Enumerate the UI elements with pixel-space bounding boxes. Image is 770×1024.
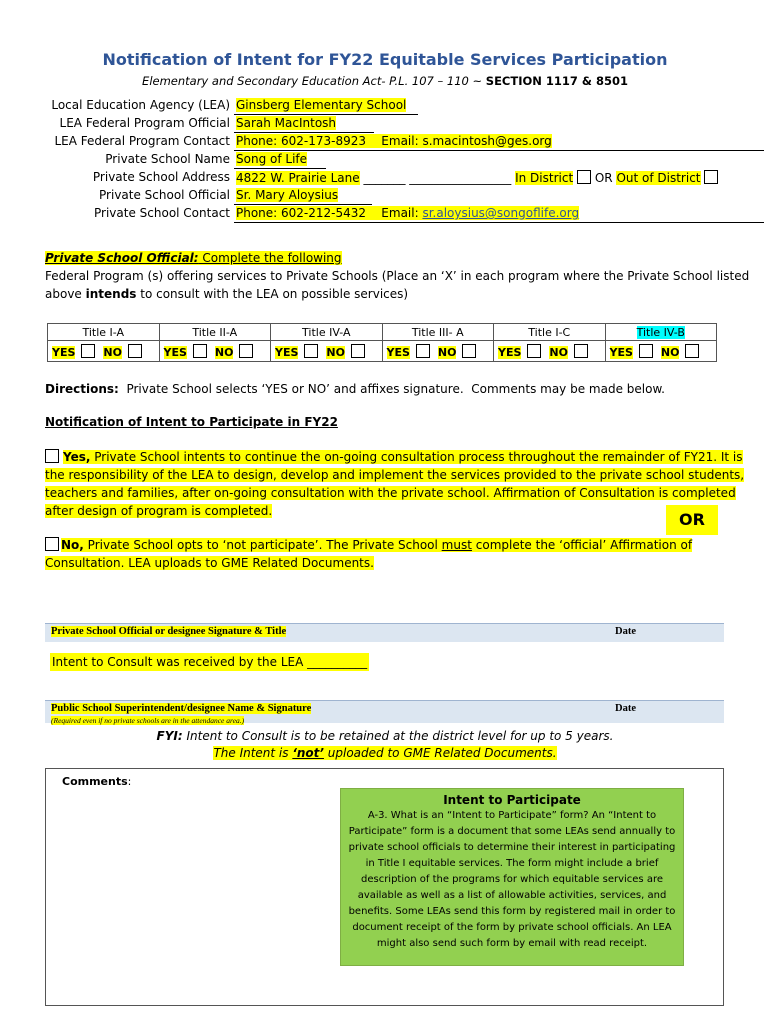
directions — [45, 382, 665, 396]
program-header: Title II-A — [159, 324, 271, 341]
fyi-line-2 — [0, 746, 770, 760]
no-bold: No, — [61, 538, 84, 552]
yes-checkbox[interactable] — [639, 344, 653, 358]
subtitle-act: Elementary and Secondary Education Act- P.L. 107 – 110 ~ — [142, 74, 486, 88]
instructions-line-2 — [45, 287, 408, 301]
public-date-label: Date — [615, 703, 636, 714]
program-header: Title IV-A — [271, 324, 383, 341]
program-header: Title I-C — [494, 324, 606, 341]
intent-info-line: available as well as a list of allowable activities, services, and — [357, 890, 667, 901]
instructions-heading-bold: Private School Official: — [45, 251, 199, 265]
private-date-label: Date — [615, 626, 636, 637]
ps-address-blank: _______ _________________ — [363, 171, 512, 185]
private-signature-label: Private School Official or designee Signature & Title — [51, 626, 287, 637]
no-label: NO — [660, 345, 680, 359]
no-paragraph — [45, 536, 715, 572]
no-checkbox[interactable] — [685, 344, 699, 358]
lea-contact-label: LEA Federal Program Contact — [54, 134, 230, 148]
no-label: NO — [103, 345, 122, 359]
comments-label-wrap — [62, 775, 131, 788]
ps-address-row — [40, 170, 740, 188]
lea-label: Local Education Agency (LEA) — [51, 98, 230, 112]
form-subtitle — [0, 74, 770, 88]
public-signature-label: Public School Superintendent/designee Name & Signature — [51, 703, 312, 714]
yes-paragraph — [45, 448, 745, 520]
no-text-2: Consultation. LEA uploads to GME Related Documents. — [45, 556, 374, 570]
no-checkbox[interactable] — [128, 344, 142, 358]
ps-official-value[interactable]: Sr. Mary Aloysius — [236, 188, 339, 202]
program-header-title-iv-b — [605, 324, 717, 341]
instructions-heading — [45, 251, 342, 265]
program-header: Title III- A — [382, 324, 494, 341]
ps-address-group — [236, 170, 718, 185]
intent-received-text: Intent to Consult was received by the LEA — [52, 655, 304, 669]
yes-checkbox[interactable] — [527, 344, 541, 358]
intent-received-blank[interactable]: __________ — [307, 655, 368, 669]
fyi-text-1: Intent to Consult is to be retained at the district level for up to 5 years. — [182, 729, 614, 743]
intent-received-line — [50, 655, 369, 669]
no-must: must — [441, 538, 472, 552]
yes-label: YES — [609, 345, 633, 359]
instructions-line-1: Federal Program (s) offering services to Private Schools (Place an ‘X’ in each program where the Private School listed — [45, 269, 750, 283]
subtitle-section: SECTION 1117 & 8501 — [485, 74, 628, 88]
form-title: Notification of Intent for FY22 Equitable Services Participation — [102, 50, 668, 69]
ps-name-value[interactable]: Song of Life — [236, 152, 308, 166]
program-choice-cell — [159, 341, 271, 362]
intent-info-line: in Title I equitable services. The form might include a brief — [365, 858, 659, 869]
ps-official-label: Private School Official — [99, 188, 230, 202]
no-text-1a: Private School opts to ‘not participate’. The Private School — [83, 538, 442, 552]
no-checkbox[interactable] — [351, 344, 365, 358]
yes-label: YES — [498, 345, 522, 359]
intent-info-line: description of the programs for which equitable services are — [360, 874, 663, 885]
instructions-line-2-pre: above — [45, 287, 86, 301]
no-label: NO — [326, 345, 345, 359]
directions-text: Private School selects ‘YES or NO’ and affixes signature. Comments may be made below. — [118, 382, 665, 396]
ps-address-value[interactable]: 4822 W. Prairie Lane — [236, 171, 360, 185]
intent-info-title: Intent to Participate — [443, 793, 581, 807]
notification-heading: Notification of Intent to Participate in FY22 — [45, 415, 338, 429]
ps-address-label: Private School Address — [92, 170, 230, 184]
yes-text-1: Private School intents to continue the on-going consultation process throughout the remainder of FY21. It is — [90, 450, 743, 464]
yes-text-2: the responsibility of the LEA to design, develop and implement the services provided to the private school students, — [45, 468, 745, 482]
yes-label: YES — [386, 345, 410, 359]
no-label: NO — [437, 345, 457, 359]
intent-info-line: Participate” form is a document that some LEAs send annually to — [348, 826, 676, 837]
intent-info-line: private school officials to determine their interest in participating — [348, 842, 676, 853]
ps-contact-value — [236, 206, 579, 220]
program-choice-cell — [494, 341, 606, 362]
no-participate-checkbox[interactable] — [45, 537, 59, 551]
public-signature-note: (Required even if no private schools are in the attendance area.) — [51, 716, 245, 725]
program-choice-cell — [382, 341, 494, 362]
out-district-checkbox[interactable] — [704, 170, 718, 184]
program-header-row — [48, 324, 717, 341]
program-choice-cell — [271, 341, 383, 362]
program-choice-cell — [605, 341, 717, 362]
intent-info-box — [340, 788, 684, 966]
fyi-bold: FYI: — [156, 729, 183, 743]
yes-text-4: after design of program is completed. — [45, 504, 273, 518]
yes-label: YES — [163, 345, 187, 359]
program-choice-row — [48, 341, 717, 362]
yes-checkbox[interactable] — [416, 344, 430, 358]
ps-name-label: Private School Name — [105, 152, 230, 166]
yes-label: YES — [275, 345, 299, 359]
public-signature-bar[interactable] — [45, 700, 724, 723]
fyi-line-1 — [0, 729, 770, 743]
private-signature-bar[interactable] — [45, 623, 724, 642]
yes-text-3: teachers and families, after on-going consultation with the private school. Affirmation of Consultation is completed — [45, 486, 736, 500]
no-checkbox[interactable] — [239, 344, 253, 358]
in-district-label: In District — [515, 171, 574, 185]
lea-official-label: LEA Federal Program Official — [59, 116, 230, 130]
yes-participate-checkbox[interactable] — [45, 449, 59, 463]
yes-checkbox[interactable] — [81, 344, 95, 358]
lea-official-value[interactable]: Sarah MacIntosh — [236, 116, 337, 130]
fyi-text-2b: uploaded to GME Related Documents. — [323, 746, 557, 760]
out-district-label: Out of District — [616, 171, 701, 185]
district-or-text: OR — [594, 171, 613, 185]
program-header: Title I-A — [48, 324, 160, 341]
no-checkbox[interactable] — [574, 344, 588, 358]
lea-value[interactable]: Ginsberg Elementary School — [236, 98, 407, 112]
fyi-text-2a: The Intent is — [213, 746, 293, 760]
yes-checkbox[interactable] — [304, 344, 318, 358]
no-text-1b: complete the ‘official’ Affirmation of — [471, 538, 693, 552]
or-badge: OR — [666, 505, 718, 535]
yes-checkbox[interactable] — [193, 344, 207, 358]
no-label: NO — [549, 345, 568, 359]
yes-bold: Yes, — [63, 450, 91, 464]
instructions-line-2-post: to consult with the LEA on possible services) — [136, 287, 409, 301]
program-header-label: Title IV-B — [636, 325, 685, 339]
intent-info-line: document receipt of the form by private school officials. An LEA — [352, 922, 672, 933]
directions-label: Directions: — [45, 382, 119, 396]
yes-label: YES — [52, 345, 76, 359]
instructions-intends: intends — [85, 287, 137, 301]
program-table — [47, 323, 717, 362]
program-choice-cell — [48, 341, 160, 362]
in-district-checkbox[interactable] — [577, 170, 591, 184]
no-label: NO — [214, 345, 234, 359]
comments-label: Comments — [62, 775, 128, 788]
intent-info-line: might also send such form by email with read receipt. — [376, 938, 648, 949]
intent-info-line: A-3. What is an “Intent to Participate” form? An “Intent to — [367, 810, 657, 821]
comments-colon: : — [127, 775, 132, 788]
ps-contact-label: Private School Contact — [94, 206, 230, 220]
ps-contact-phone[interactable]: Phone: 602-212-5432 Email: — [236, 206, 423, 220]
fyi-not: ‘not’ — [292, 746, 324, 760]
no-checkbox[interactable] — [462, 344, 476, 358]
ps-contact-email-link[interactable]: sr.aloysius@songoflife.org — [422, 206, 580, 220]
intent-info-line: benefits. Some LEAs send this form by registered mail in order to — [348, 906, 676, 917]
instructions-heading-rest: Complete the following — [198, 251, 342, 265]
lea-contact-value[interactable]: Phone: 602-173-8923 Email: s.macintosh@ges.org — [236, 134, 552, 148]
yes-line-1 — [45, 448, 743, 466]
